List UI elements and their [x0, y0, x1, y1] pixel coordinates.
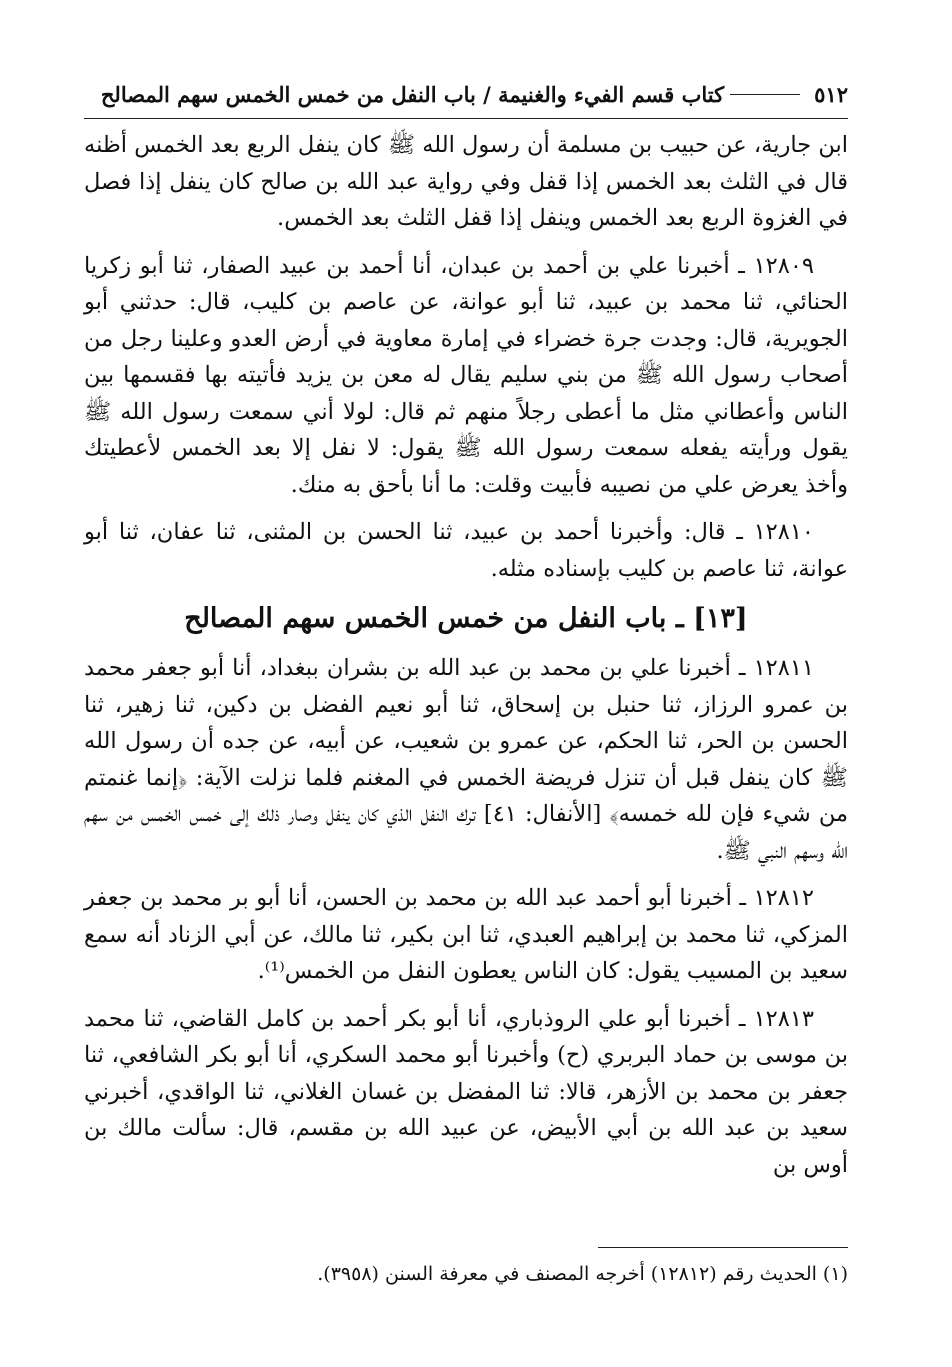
header-rule: [730, 94, 800, 95]
hadith-12811: ١٢٨١١ ـ أخبرنا علي بن محمد بن عبد الله بن بشران ببغداد، أنا أبو جعفر محمد بن عمرو الرزاز، ثنا حنبل بن إسحاق، ثنا أبو نعيم الفضل بن دكين، ثنا زهير، ثنا الحسن بن الحر، ثنا الحكم، عن عمرو بن شعيب، عن أبيه، عن جده أن رسول الله ﷺ كان ينفل قبل أن تنزل فريضة الخمس في المغنم فلما نزلت الآية: ﴿إنما غنمتم من شيء فإن لله خمسه﴾ [الأنفال: ٤١] ترك النفل الذي كان ينفل وصار ذلك إلى خمس الخمس من سهم الله وسهم النبي ﷺ.: [84, 655, 849, 864]
body-text: [84, 127, 848, 1183]
book-page: [84, 72, 848, 1327]
hadith-12812: ١٢٨١٢ ـ أخبرنا أبو أحمد عبد الله بن محمد بن الحسن، أنا أبو بر محمد بن جعفر المزكي، ثنا محمد بن إبراهيم العبدي، ثنا ابن بكير، ثنا مالك، عن أبي الزناد أنه سمع سعيد بن المسيب يقول: كان الناس يعطون النفل من الخمس⁽¹⁾.: [84, 885, 848, 984]
paragraph-continuation: ابن جارية، عن حبيب بن مسلمة أن رسول الله ﷺ كان ينفل الربع بعد الخمس أظنه قال في الثلث بعد الخمس إذا قفل وفي رواية عبد الله بن صالح كان ينفل إذا فصل في الغزوة الربع بعد الخمس وينفل إذا قفل الثلث بعد الخمس.: [84, 132, 848, 231]
chapter-heading: [١٣] ـ باب النفل من خمس الخمس سهم المصالح: [184, 603, 748, 634]
hadith-12810: ١٢٨١٠ ـ قال: وأخبرنا أحمد بن عبيد، ثنا الحسن بن المثنى، ثنا عفان، ثنا أبو عوانة، ثنا عاصم بن كليب بإسناده مثله.: [84, 519, 848, 582]
hadith-12809: ١٢٨٠٩ ـ أخبرنا علي بن أحمد بن عبدان، أنا أحمد بن عبيد الصفار، ثنا أبو زكريا الحنائي، ثنا محمد بن عبيد، ثنا أبو عوانة، عن عاصم بن كليب، قال: حدثني أبو الجويرية، قال: وجدت جرة خضراء في إمارة معاوية في أرض العدو وعلينا رجل من أصحاب رسول الله ﷺ من بني سليم يقال له معن بن يزيد فأتيته بها فقسمها بين الناس وأعطاني مثل ما أعطى رجلاً منهم ثم قال: لولا أني سمعت رسول الله ﷺ يقول ورأيته يفعله سمعت رسول الله ﷺ يقول: لا نفل إلا بعد الخمس لأعطيتك وأخذ يعرض علي من نصيبه فأبيت وقلت: ما أنا بأحق به منك.: [84, 252, 848, 498]
footnote: (١) الحديث رقم (١٢٨١٢) أخرجه المصنف في معرفة السنن (٣٩٥٨).: [317, 1263, 848, 1285]
page-number: ٥١٢: [814, 81, 848, 107]
running-title: كتاب قسم الفيء والغنيمة / باب النفل من خمس الخمس سهم المصالح: [100, 81, 725, 107]
footnote-separator: [598, 1247, 848, 1248]
hadith-12813: ١٢٨١٣ ـ أخبرنا أبو علي الروذباري، أنا أبو بكر أحمد بن كامل القاضي، ثنا محمد بن موسى بن حماد البربري (ح) وأخبرنا أبو محمد السكري، أنا أبو بكر الشافعي، ثنا جعفر بن محمد بن الأزهر، قالا: ثنا المفضل بن غسان الغلاني، ثنا الواقدي، أخبرني سعيد بن عبد الله بن أبي الأبيض، عن عبيد الله بن مقسم، قال: سألت مالك بن أوس بن: [84, 1005, 848, 1178]
running-header: [84, 72, 848, 119]
